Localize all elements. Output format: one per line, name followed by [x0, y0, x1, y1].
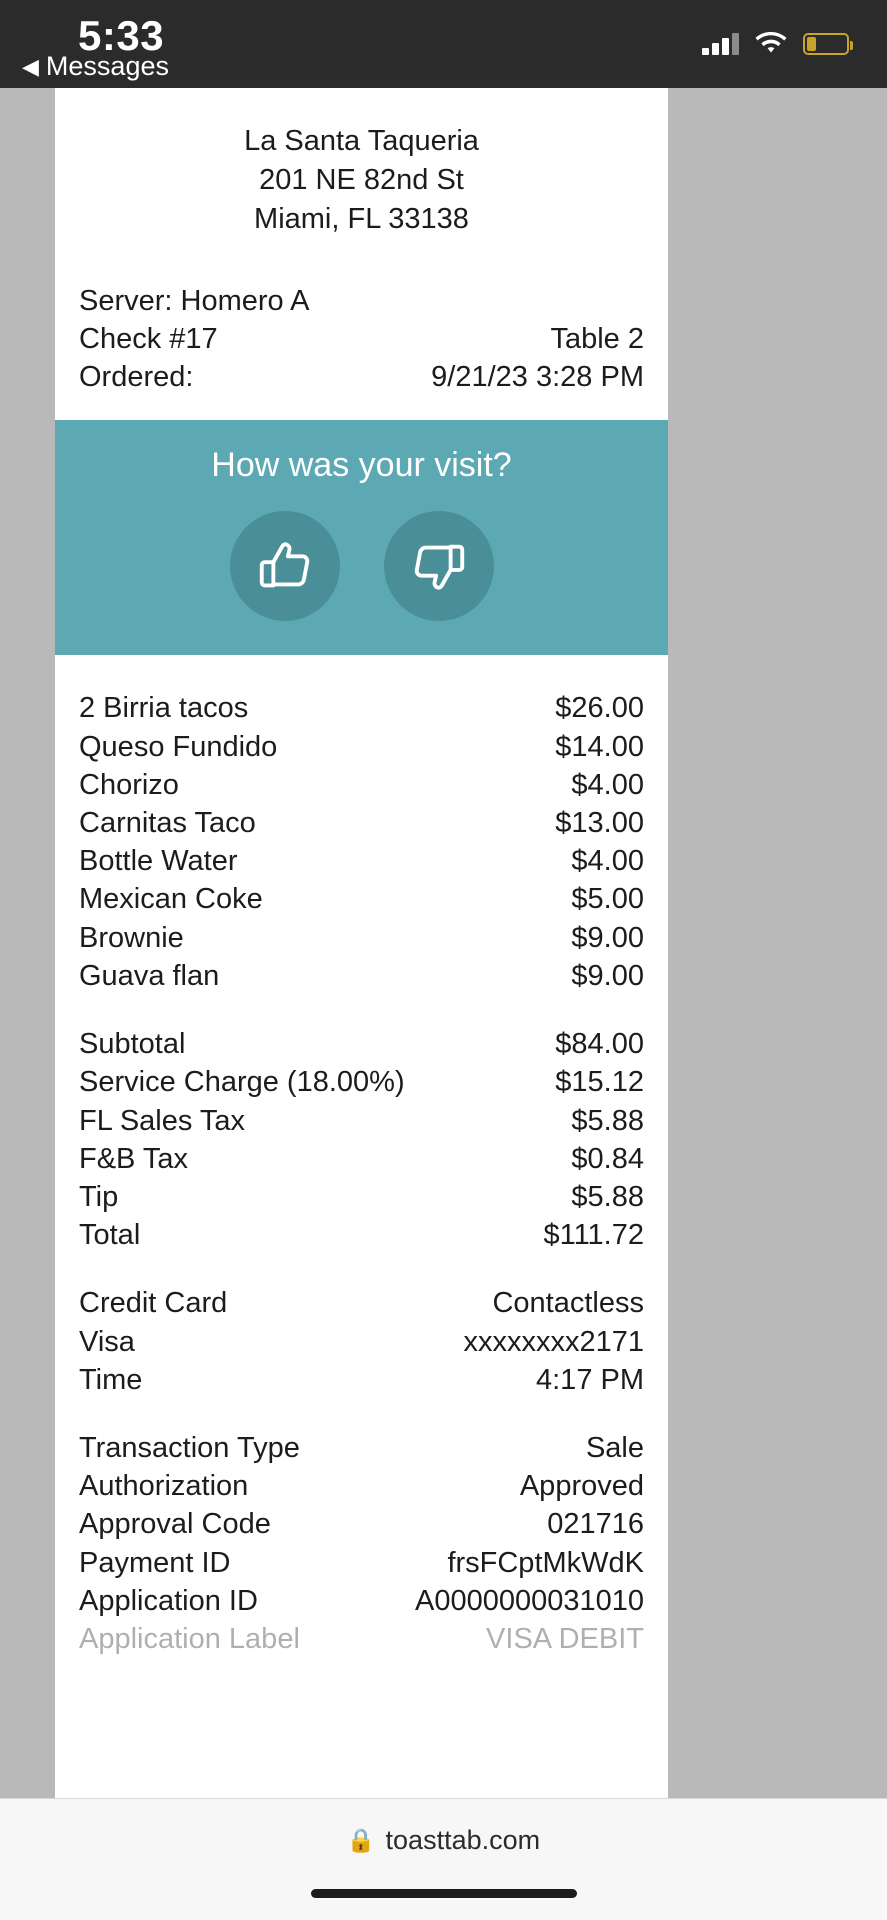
- thumbs-down-icon: [408, 535, 470, 597]
- transaction-row: [79, 1544, 644, 1582]
- total-row: [79, 1178, 644, 1216]
- payment-section: [79, 1284, 644, 1399]
- authorization-label: Authorization: [79, 1470, 249, 1503]
- check-number-label: Check #17: [79, 322, 218, 355]
- line-item-price: $26.00: [555, 692, 644, 725]
- transaction-row: [79, 1429, 644, 1467]
- wifi-icon: [755, 32, 787, 56]
- thumbs-down-button[interactable]: [384, 511, 494, 621]
- payment-time-value: 4:17 PM: [536, 1363, 644, 1396]
- payment-row: [79, 1323, 644, 1361]
- credit-card-value: Contactless: [492, 1287, 644, 1320]
- browser-viewport[interactable]: [0, 88, 887, 1798]
- line-item-label: Guava flan: [79, 959, 220, 992]
- line-item-label: Mexican Coke: [79, 883, 263, 916]
- tip-value: $5.88: [571, 1180, 644, 1213]
- total-value: $111.72: [543, 1219, 644, 1252]
- service-charge-value: $15.12: [555, 1066, 644, 1099]
- service-charge-label: Service Charge (18.00%): [79, 1066, 405, 1099]
- spacer: [79, 1254, 644, 1284]
- battery-low-icon: [803, 33, 849, 55]
- feedback-buttons: [55, 511, 668, 621]
- thumbs-up-icon: [254, 535, 316, 597]
- status-indicators: [702, 32, 849, 56]
- back-link-label: Messages: [45, 51, 169, 81]
- application-id-label: Application ID: [79, 1584, 258, 1617]
- store-street: 201 NE 82nd St: [259, 164, 464, 197]
- cellular-signal-icon: [702, 33, 739, 55]
- payment-row: [79, 1284, 644, 1322]
- meta-row: [79, 282, 644, 320]
- store-city-state-zip: Miami, FL 33138: [254, 203, 469, 236]
- transaction-type-label: Transaction Type: [79, 1432, 300, 1465]
- lock-icon: 🔒: [346, 1827, 376, 1853]
- store-name: La Santa Taqueria: [244, 125, 479, 157]
- line-item: [79, 842, 644, 880]
- approval-code-label: Approval Code: [79, 1508, 271, 1541]
- approval-code-value: 021716: [547, 1508, 644, 1541]
- receipt-body: [55, 655, 668, 1658]
- home-indicator[interactable]: [311, 1889, 577, 1898]
- authorization-value: Approved: [519, 1470, 644, 1503]
- status-bar: [0, 0, 887, 88]
- transaction-row: [79, 1467, 644, 1505]
- line-item-label: Queso Fundido: [79, 730, 278, 763]
- line-item: [79, 919, 644, 957]
- subtotal-value: $84.00: [555, 1028, 644, 1061]
- card-number-value: xxxxxxxx2171: [463, 1325, 644, 1358]
- transaction-section: [79, 1429, 644, 1658]
- total-row: [79, 1216, 644, 1254]
- line-item-price: $9.00: [571, 921, 644, 954]
- table-number-value: Table 2: [550, 322, 644, 355]
- line-item: [79, 728, 644, 766]
- transaction-row: [79, 1582, 644, 1620]
- transaction-row: [79, 1620, 644, 1658]
- line-item: [79, 880, 644, 918]
- check-meta: [55, 242, 668, 421]
- line-item-price: $14.00: [555, 730, 644, 763]
- address-bar[interactable]: [0, 1825, 887, 1856]
- line-item-label: 2 Birria tacos: [79, 692, 249, 725]
- total-row: [79, 1025, 644, 1063]
- line-item-label: Brownie: [79, 921, 184, 954]
- transaction-type-value: Sale: [585, 1432, 644, 1465]
- sales-tax-value: $5.88: [571, 1104, 644, 1137]
- browser-bottom-bar: [0, 1798, 887, 1920]
- total-row: [79, 1140, 644, 1178]
- application-label-label: Application Label: [79, 1623, 300, 1656]
- line-item-label: Chorizo: [79, 768, 179, 801]
- status-time: 5:33: [78, 12, 165, 59]
- thumbs-up-button[interactable]: [230, 511, 340, 621]
- line-item-label: Bottle Water: [79, 845, 238, 878]
- tip-label: Tip: [79, 1180, 119, 1213]
- payment-row: [79, 1361, 644, 1399]
- payment-time-label: Time: [79, 1363, 143, 1396]
- totals-section: [79, 1025, 644, 1254]
- fb-tax-label: F&B Tax: [79, 1142, 189, 1175]
- fb-tax-value: $0.84: [571, 1142, 644, 1175]
- back-arrow-icon: ◀: [22, 53, 39, 79]
- line-item: [79, 957, 644, 995]
- spacer: [79, 995, 644, 1025]
- subtotal-label: Subtotal: [79, 1028, 186, 1061]
- sales-tax-label: FL Sales Tax: [79, 1104, 246, 1137]
- line-item-price: $9.00: [571, 959, 644, 992]
- line-item-price: $13.00: [555, 806, 644, 839]
- ordered-value: 9/21/23 3:28 PM: [431, 361, 644, 394]
- back-to-messages-link[interactable]: [22, 51, 169, 82]
- meta-row: [79, 320, 644, 358]
- url-text: toasttab.com: [385, 1825, 541, 1855]
- payment-id-value: frsFCptMkWdK: [447, 1546, 644, 1579]
- line-item: [79, 689, 644, 727]
- line-item: [79, 766, 644, 804]
- line-items: [79, 689, 644, 995]
- total-row: [79, 1102, 644, 1140]
- card-brand-label: Visa: [79, 1325, 135, 1358]
- store-header: [55, 88, 668, 237]
- total-row: [79, 1063, 644, 1101]
- meta-row: [79, 358, 644, 396]
- server-label: Server: Homero A: [79, 284, 310, 317]
- application-label-value: VISA DEBIT: [486, 1623, 644, 1656]
- feedback-banner: [55, 420, 668, 655]
- line-item-price: $4.00: [571, 768, 644, 801]
- line-item: [79, 804, 644, 842]
- feedback-prompt: How was your visit?: [211, 446, 512, 485]
- line-item-label: Carnitas Taco: [79, 806, 256, 839]
- payment-id-label: Payment ID: [79, 1546, 231, 1579]
- transaction-row: [79, 1505, 644, 1543]
- receipt-card: [55, 88, 668, 1798]
- application-id-value: A0000000031010: [414, 1584, 644, 1617]
- ordered-label: Ordered:: [79, 361, 194, 394]
- line-item-price: $4.00: [571, 845, 644, 878]
- line-item-price: $5.00: [571, 883, 644, 916]
- spacer: [79, 1399, 644, 1429]
- credit-card-label: Credit Card: [79, 1287, 228, 1320]
- total-label: Total: [79, 1219, 141, 1252]
